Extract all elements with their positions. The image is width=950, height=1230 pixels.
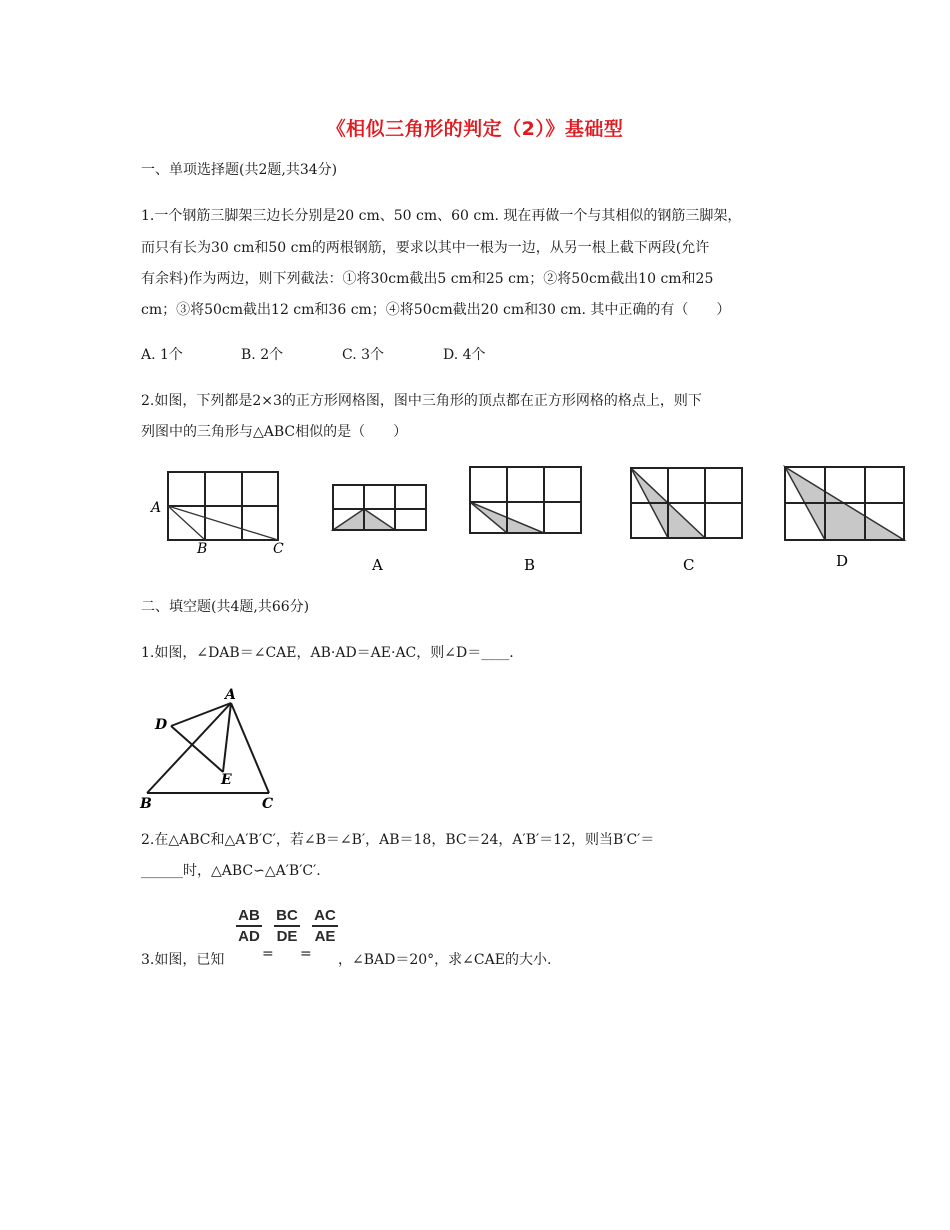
q1-line-3: 有余料)作为两边，则下列截法：①将30cm截出5 cm和25 cm；②将50cm截出10 cm和25 <box>141 271 714 287</box>
fraction-bc-de-numerator: BC <box>274 907 300 927</box>
fraction-ac-ae <box>312 907 338 945</box>
fraction-bc-de-denominator: DE <box>276 928 298 945</box>
option-d-label: D <box>836 552 849 570</box>
fraction-ab-ad-numerator: AB <box>236 907 262 927</box>
option-b-label: B <box>524 556 536 574</box>
fraction-bc-de <box>274 907 300 945</box>
q1-line-4: cm；③将50cm截出12 cm和36 cm；④将50cm截出20 cm和30 cm. 其中正确的有（ ） <box>141 302 731 318</box>
label-a: A <box>151 500 162 516</box>
fill-q1-text: 1.如图，∠DAB＝∠CAE，AB·AD＝AE·AC，则∠D＝____. <box>141 645 514 661</box>
fill-q3-prefix: 3.如图，已知 <box>141 952 225 968</box>
q1-option-b: B. 2个 <box>241 347 284 363</box>
fig-label-e: E <box>221 772 232 788</box>
fraction-ac-ae-numerator: AC <box>312 907 338 927</box>
label-c: C <box>273 541 284 557</box>
label-b: B <box>197 541 208 557</box>
fig-label-b: B <box>140 796 152 812</box>
fig-label-a: A <box>225 687 236 703</box>
fraction-ab-ad-denominator: AD <box>238 928 260 945</box>
q1-option-d: D. 4个 <box>443 347 486 363</box>
q1-option-a: A. 1个 <box>141 347 183 363</box>
equals-sign-1: = <box>262 946 274 962</box>
q1-line-1: 1.一个钢筋三脚架三边长分别是20 cm、50 cm、60 cm. 现在再做一个与其相似的钢筋三脚架， <box>141 208 742 224</box>
section-heading-fill: 二、填空题(共4题,共66分) <box>141 599 310 615</box>
q1-line-2: 而只有长为30 cm和50 cm的两根钢筋，要求以其中一根为一边，从另一根上截下两段(允许 <box>141 240 710 256</box>
fill-q2-line-2: ______时，△ABC∽△A′B′C′. <box>141 863 321 879</box>
fraction-ab-ad <box>236 907 262 945</box>
fig-label-d: D <box>155 717 168 733</box>
fraction-ac-ae-denominator: AE <box>314 928 336 945</box>
q2-line-2: 列图中的三角形与△ABC相似的是（ ） <box>141 424 408 440</box>
equals-sign-2: = <box>300 946 312 962</box>
fill-q3-suffix: ，∠BAD＝20°，求∠CAE的大小. <box>338 952 552 968</box>
q1-option-c: C. 3个 <box>342 347 385 363</box>
page-title: 《相似三角形的判定（2）》基础型 <box>326 118 624 140</box>
q2-line-1: 2.如图，下列都是2×3的正方形网格图，图中三角形的顶点都在正方形网格的格点上，则下 <box>141 393 702 409</box>
section-heading-choice: 一、单项选择题(共2题,共34分) <box>141 162 338 178</box>
fill-q2-line-1: 2.在△ABC和△A′B′C′，若∠B＝∠B′，AB＝18，BC＝24，A′B′＝12，则当B′C′＝ <box>141 832 655 848</box>
option-c-label: C <box>683 556 695 574</box>
fig-label-c: C <box>262 796 274 812</box>
option-a-label: A <box>372 556 383 574</box>
